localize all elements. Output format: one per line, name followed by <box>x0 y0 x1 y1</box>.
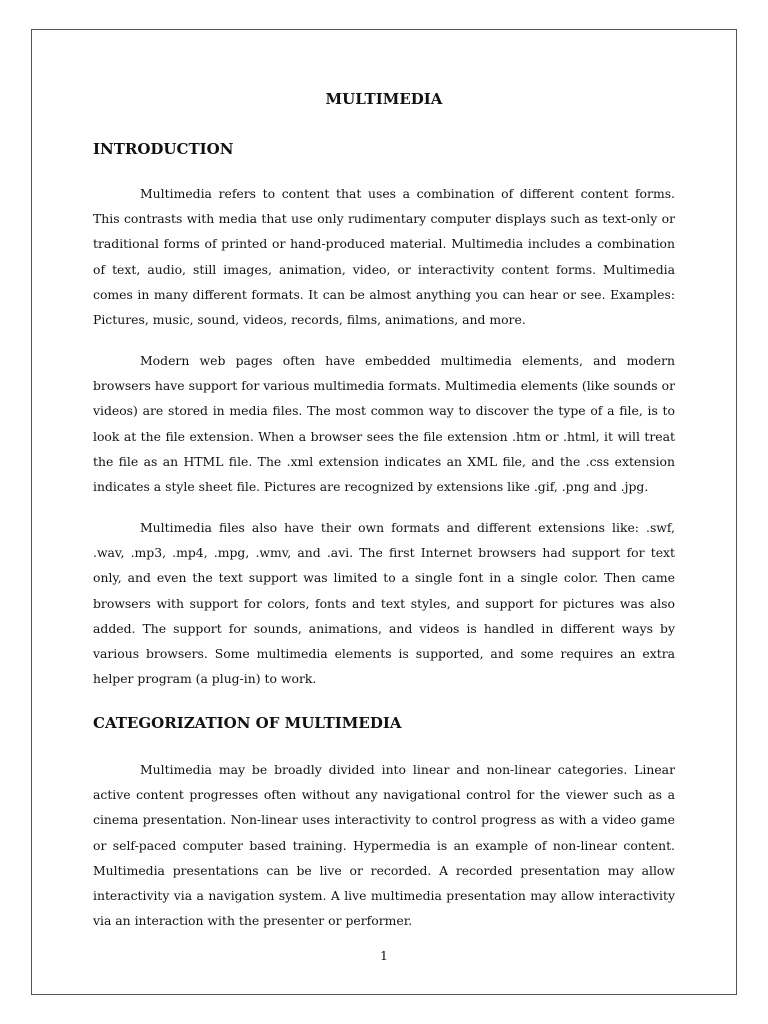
paragraph: Multimedia may be broadly divided into linear and non-linear categories. Linear active content progresses often without any navigational control for the viewer such as a cinema presentation. Non-linear uses interactivity to control progress as with a video game or self-paced computer based training. Hypermedia is an example of non-linear content. Multimedia presentations can be live or recorded. A recorded presentation may allow interactivity via a navigation system. A live multimedia presentation may allow interactivity via an interaction with the presenter or performer. <box>93 762 675 929</box>
paragraph: Multimedia refers to content that uses a combination of different content forms. This contrasts with media that use only rudimentary computer displays such as text-only or traditional forms of printed or hand-produced material. Multimedia includes a combination of text, audio, still images, animation, video, or interactivity content forms. Multimedia comes in many different formats. It can be almost anything you can hear or see. Examples: Pictures, music, sound, videos, records, films, animations, and more. <box>93 186 675 328</box>
paragraph: Multimedia files also have their own formats and different extensions like: .swf, .wav, .mp3, .mp4, .mpg, .wmv, and .avi. The first Internet browsers had support for text only, and even the text support was limited to a single font in a single color. Then came browsers with support for colors, fonts and text styles, and support for pictures was also added. The support for sounds, animations, and videos is handled in different ways by various browsers. Some multimedia elements is supported, and some requires an extra helper program (a plug-in) to work. <box>93 520 675 687</box>
section-heading-introduction: INTRODUCTION <box>93 140 234 158</box>
section-heading-categorization: CATEGORIZATION OF MULTIMEDIA <box>93 714 402 732</box>
page-number: 1 <box>380 948 388 963</box>
document-title: MULTIMEDIA <box>325 90 443 108</box>
paragraph: Modern web pages often have embedded multimedia elements, and modern browsers have support for various multimedia formats. Multimedia elements (like sounds or videos) are stored in media files. The most common way to discover the type of a file, is to look at the file extension. When a browser sees the file extension .htm or .html, it will treat the file as an HTML file. The .xml extension indicates an XML file, and the .css extension indicates a style sheet file. Pictures are recognized by extensions like .gif, .png and .jpg. <box>93 353 675 495</box>
